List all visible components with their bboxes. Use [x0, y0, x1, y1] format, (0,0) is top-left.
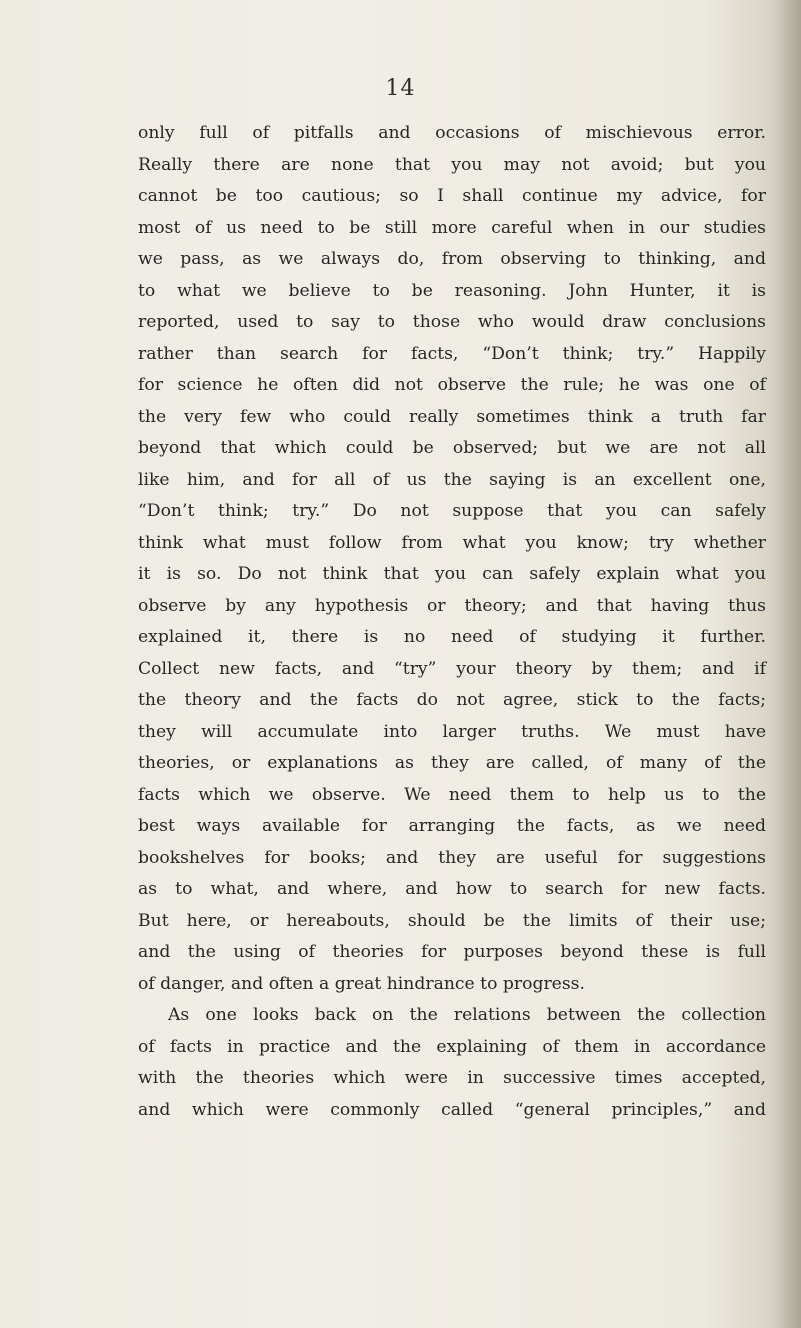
text-line: the theory and the facts do not agree, stick to the facts; [138, 690, 766, 710]
text-line: the very few who could really sometimes think a truth far [138, 406, 766, 427]
text-line: best ways available for arranging the facts, as we need [138, 816, 766, 836]
text-line: and the using of theories for purposes beyond these is full [138, 942, 766, 962]
text-line: they will accumulate into larger truths. We must have [138, 721, 766, 742]
text-line: cannot be too cautious; so I shall continue my advice, for [138, 186, 766, 206]
text-line: facts which we observe. We need them to help us to the [138, 784, 766, 805]
text-line: and which were commonly called “general principles,” and [138, 1099, 766, 1120]
text-line: Really there are none that you may not avoid; but you [138, 154, 766, 175]
text-line: rather than search for facts, “Don’t think; try.” Happily [138, 343, 766, 364]
text-line: beyond that which could be observed; but we are not all [138, 438, 766, 458]
text-line: as to what, and where, and how to search for new facts. [138, 879, 766, 899]
text-line: theories, or explanations as they are called, of many of the [138, 753, 766, 773]
text-line: with the theories which were in successive times accepted, [138, 1068, 766, 1088]
text-line: it is so. Do not think that you can safely explain what you [138, 564, 766, 584]
text-line: But here, or hereabouts, should be the limits of their use; [138, 910, 766, 931]
text-line: Collect new facts, and “try” your theory by them; and if [138, 658, 766, 679]
text-line: to what we believe to be reasoning. John Hunter, it is [138, 280, 766, 301]
page-edge-shadow [779, 0, 801, 1328]
text-line: only full of pitfalls and occasions of mischievous error. [138, 123, 766, 143]
page-number: 14 [385, 76, 416, 101]
text-line: As one looks back on the relations between the collection [168, 1005, 766, 1025]
text-line: think what must follow from what you know; try whether [138, 532, 766, 553]
text-line: “Don’t think; try.” Do not suppose that you can safely [138, 501, 766, 521]
text-line: bookshelves for books; and they are useful for suggestions [138, 847, 766, 868]
text-line: we pass, as we always do, from observing to thinking, and [138, 249, 766, 269]
text-line: of danger, and often a great hindrance to progress. [138, 973, 585, 994]
text-line: reported, used to say to those who would draw conclusions [138, 312, 766, 332]
text-line: observe by any hypothesis or theory; and that having thus [138, 595, 766, 616]
text-line: like him, and for all of us the saying is an excellent one, [138, 469, 766, 490]
text-line: explained it, there is no need of studying it further. [138, 627, 766, 647]
text-line: for science he often did not observe the rule; he was one of [138, 375, 766, 395]
body-text [138, 118, 766, 1126]
text-line: most of us need to be still more careful when in our studies [138, 217, 766, 238]
text-line: of facts in practice and the explaining of them in accordance [138, 1036, 766, 1057]
